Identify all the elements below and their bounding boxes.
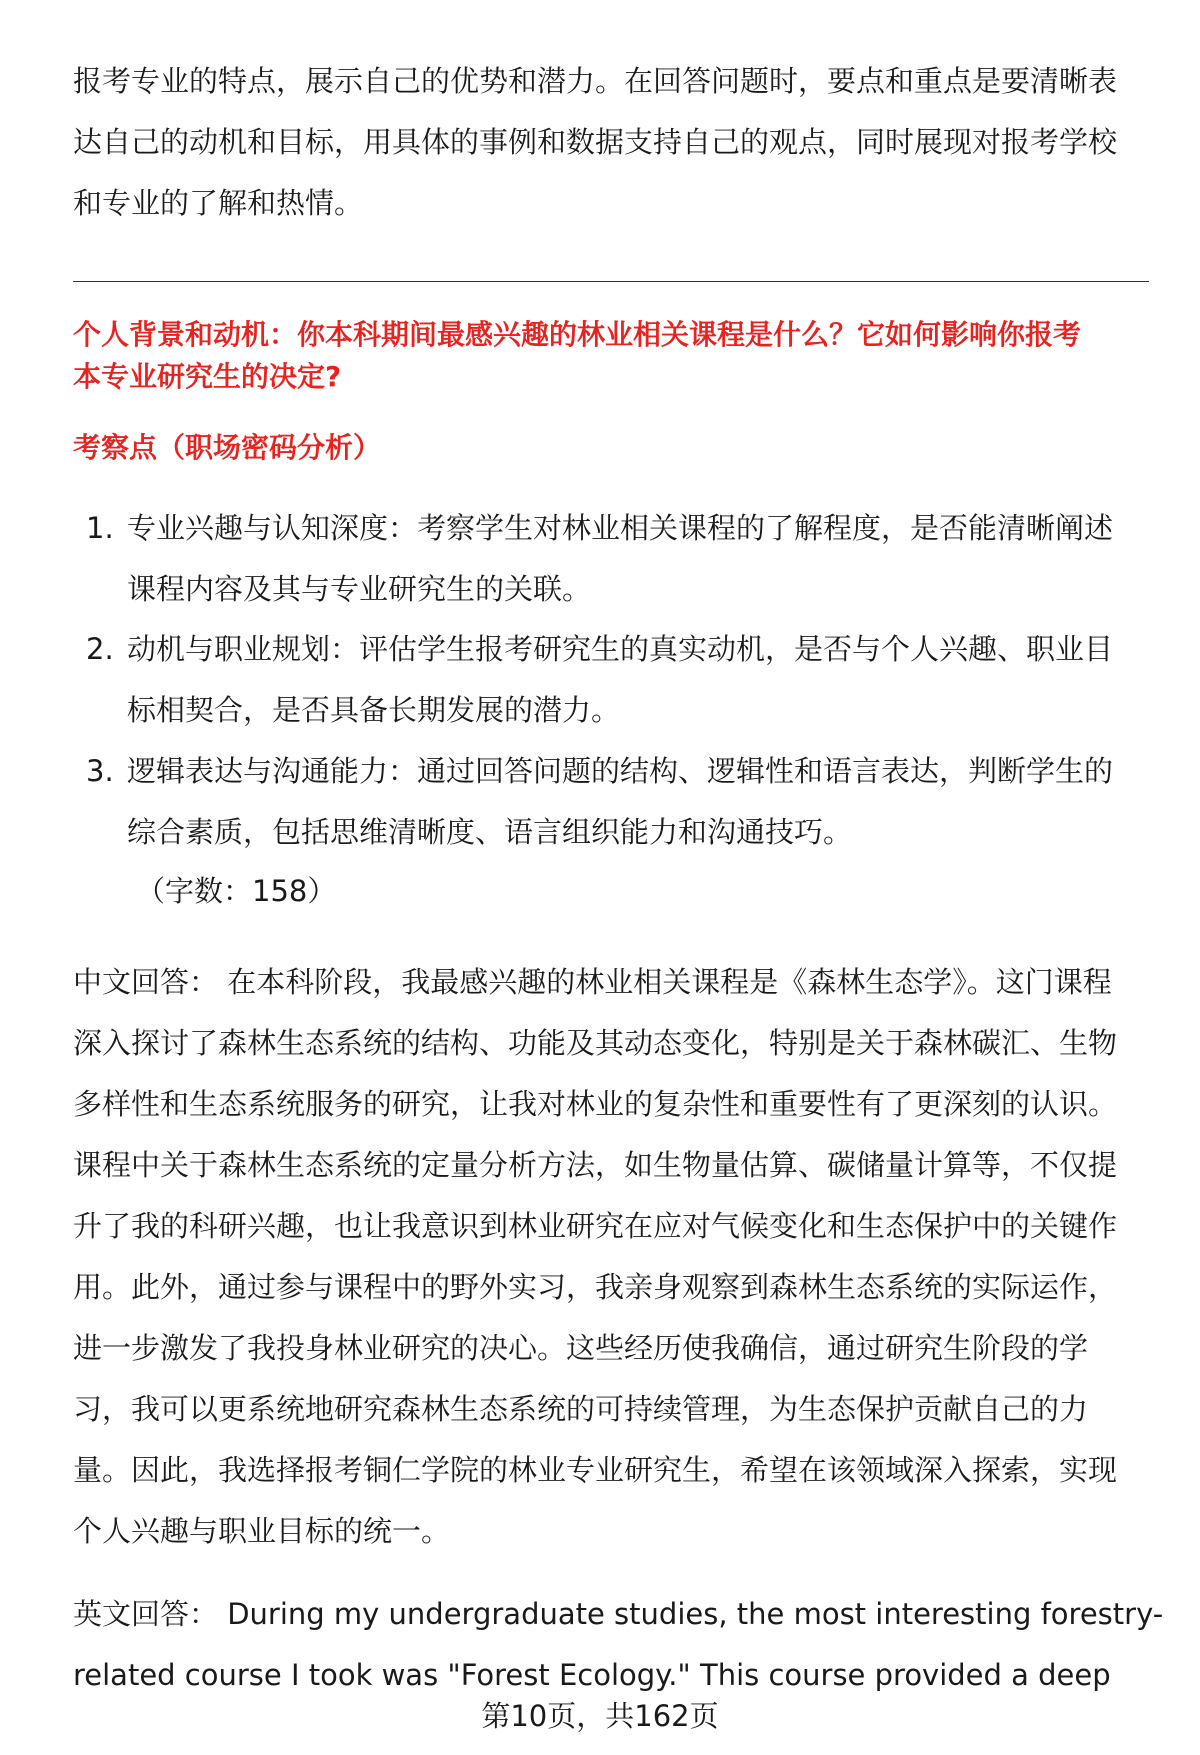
divider: [73, 281, 1149, 282]
text-line: 课程中关于森林生态系统的定量分析方法，如生物量估算、碳储量计算等，不仅提: [73, 1148, 1118, 1182]
text-line: 报考专业的特点，展示自己的优势和潜力。在回答问题时，要点和重点是要清晰表: [73, 64, 1118, 98]
text-line: 英文回答： During my undergraduate studies, the most interesting forestry-: [73, 1597, 1164, 1631]
question-line: 个人背景和动机：你本科期间最感兴趣的林业相关课程是什么？它如何影响你报考: [73, 318, 1082, 351]
text-line: 多样性和生态系统服务的研究，让我对林业的复杂性和重要性有了更深刻的认识。: [73, 1087, 1118, 1121]
intro-paragraph: [73, 51, 1153, 234]
text-line: 达自己的动机和目标，用具体的事例和数据支持自己的观点，同时展现对报考学校: [73, 125, 1118, 159]
text-line: 用。此外，通过参与课程中的野外实习，我亲身观察到森林生态系统的实际运作，: [73, 1270, 1118, 1304]
text-line: 量。因此，我选择报考铜仁学院的林业专业研究生，希望在该领域深入探索，实现: [73, 1453, 1118, 1487]
text-line: 专业兴趣与认知深度：考察学生对林业相关课程的了解程度，是否能清晰阐述: [127, 511, 1114, 545]
question-heading: [73, 314, 1153, 398]
page-footer: 第10页，共162页: [481, 1699, 719, 1733]
text-line: 中文回答： 在本科阶段，我最感兴趣的林业相关课程是《森林生态学》。这门课程: [73, 965, 1112, 999]
text-line: 习，我可以更系统地研究森林生态系统的可持续管理，为生态保护贡献自己的力: [73, 1392, 1089, 1426]
english-answer: [73, 1584, 1164, 1706]
text-line: related course I took was "Forest Ecology." This course provided a deep: [73, 1658, 1111, 1692]
item-number: 3.: [86, 754, 114, 788]
text-line: 动机与职业规划：评估学生报考研究生的真实动机，是否与个人兴趣、职业目: [127, 632, 1114, 666]
word-count-text: （字数：158）: [136, 874, 337, 908]
item-number: 2.: [86, 632, 114, 666]
text-line: 标相契合，是否具备长期发展的潜力。: [127, 693, 621, 727]
text-line: 进一步激发了我投身林业研究的决心。这些经历使我确信，通过研究生阶段的学: [73, 1331, 1089, 1365]
item-number: 1.: [86, 511, 114, 545]
text-line: 升了我的科研兴趣，也让我意识到林业研究在应对气候变化和生态保护中的关键作: [73, 1209, 1118, 1243]
text-line: 和专业的了解和热情。: [73, 186, 364, 220]
focus-heading: [73, 427, 1153, 469]
word-count: [136, 861, 1200, 922]
question-line: 本专业研究生的决定?: [73, 360, 342, 393]
chinese-answer: [73, 952, 1153, 1562]
text-line: 综合素质，包括思维清晰度、语言组织能力和沟通技巧。: [127, 815, 853, 849]
text-line: 逻辑表达与沟通能力：通过回答问题的结构、逻辑性和语言表达，判断学生的: [127, 754, 1114, 788]
focus-heading-text: 考察点（职场密码分析）: [73, 431, 382, 464]
text-line: 深入探讨了森林生态系统的结构、功能及其动态变化，特别是关于森林碳汇、生物: [73, 1026, 1118, 1060]
text-line: 课程内容及其与专业研究生的关联。: [127, 572, 592, 606]
text-line: 个人兴趣与职业目标的统一。: [73, 1514, 451, 1548]
